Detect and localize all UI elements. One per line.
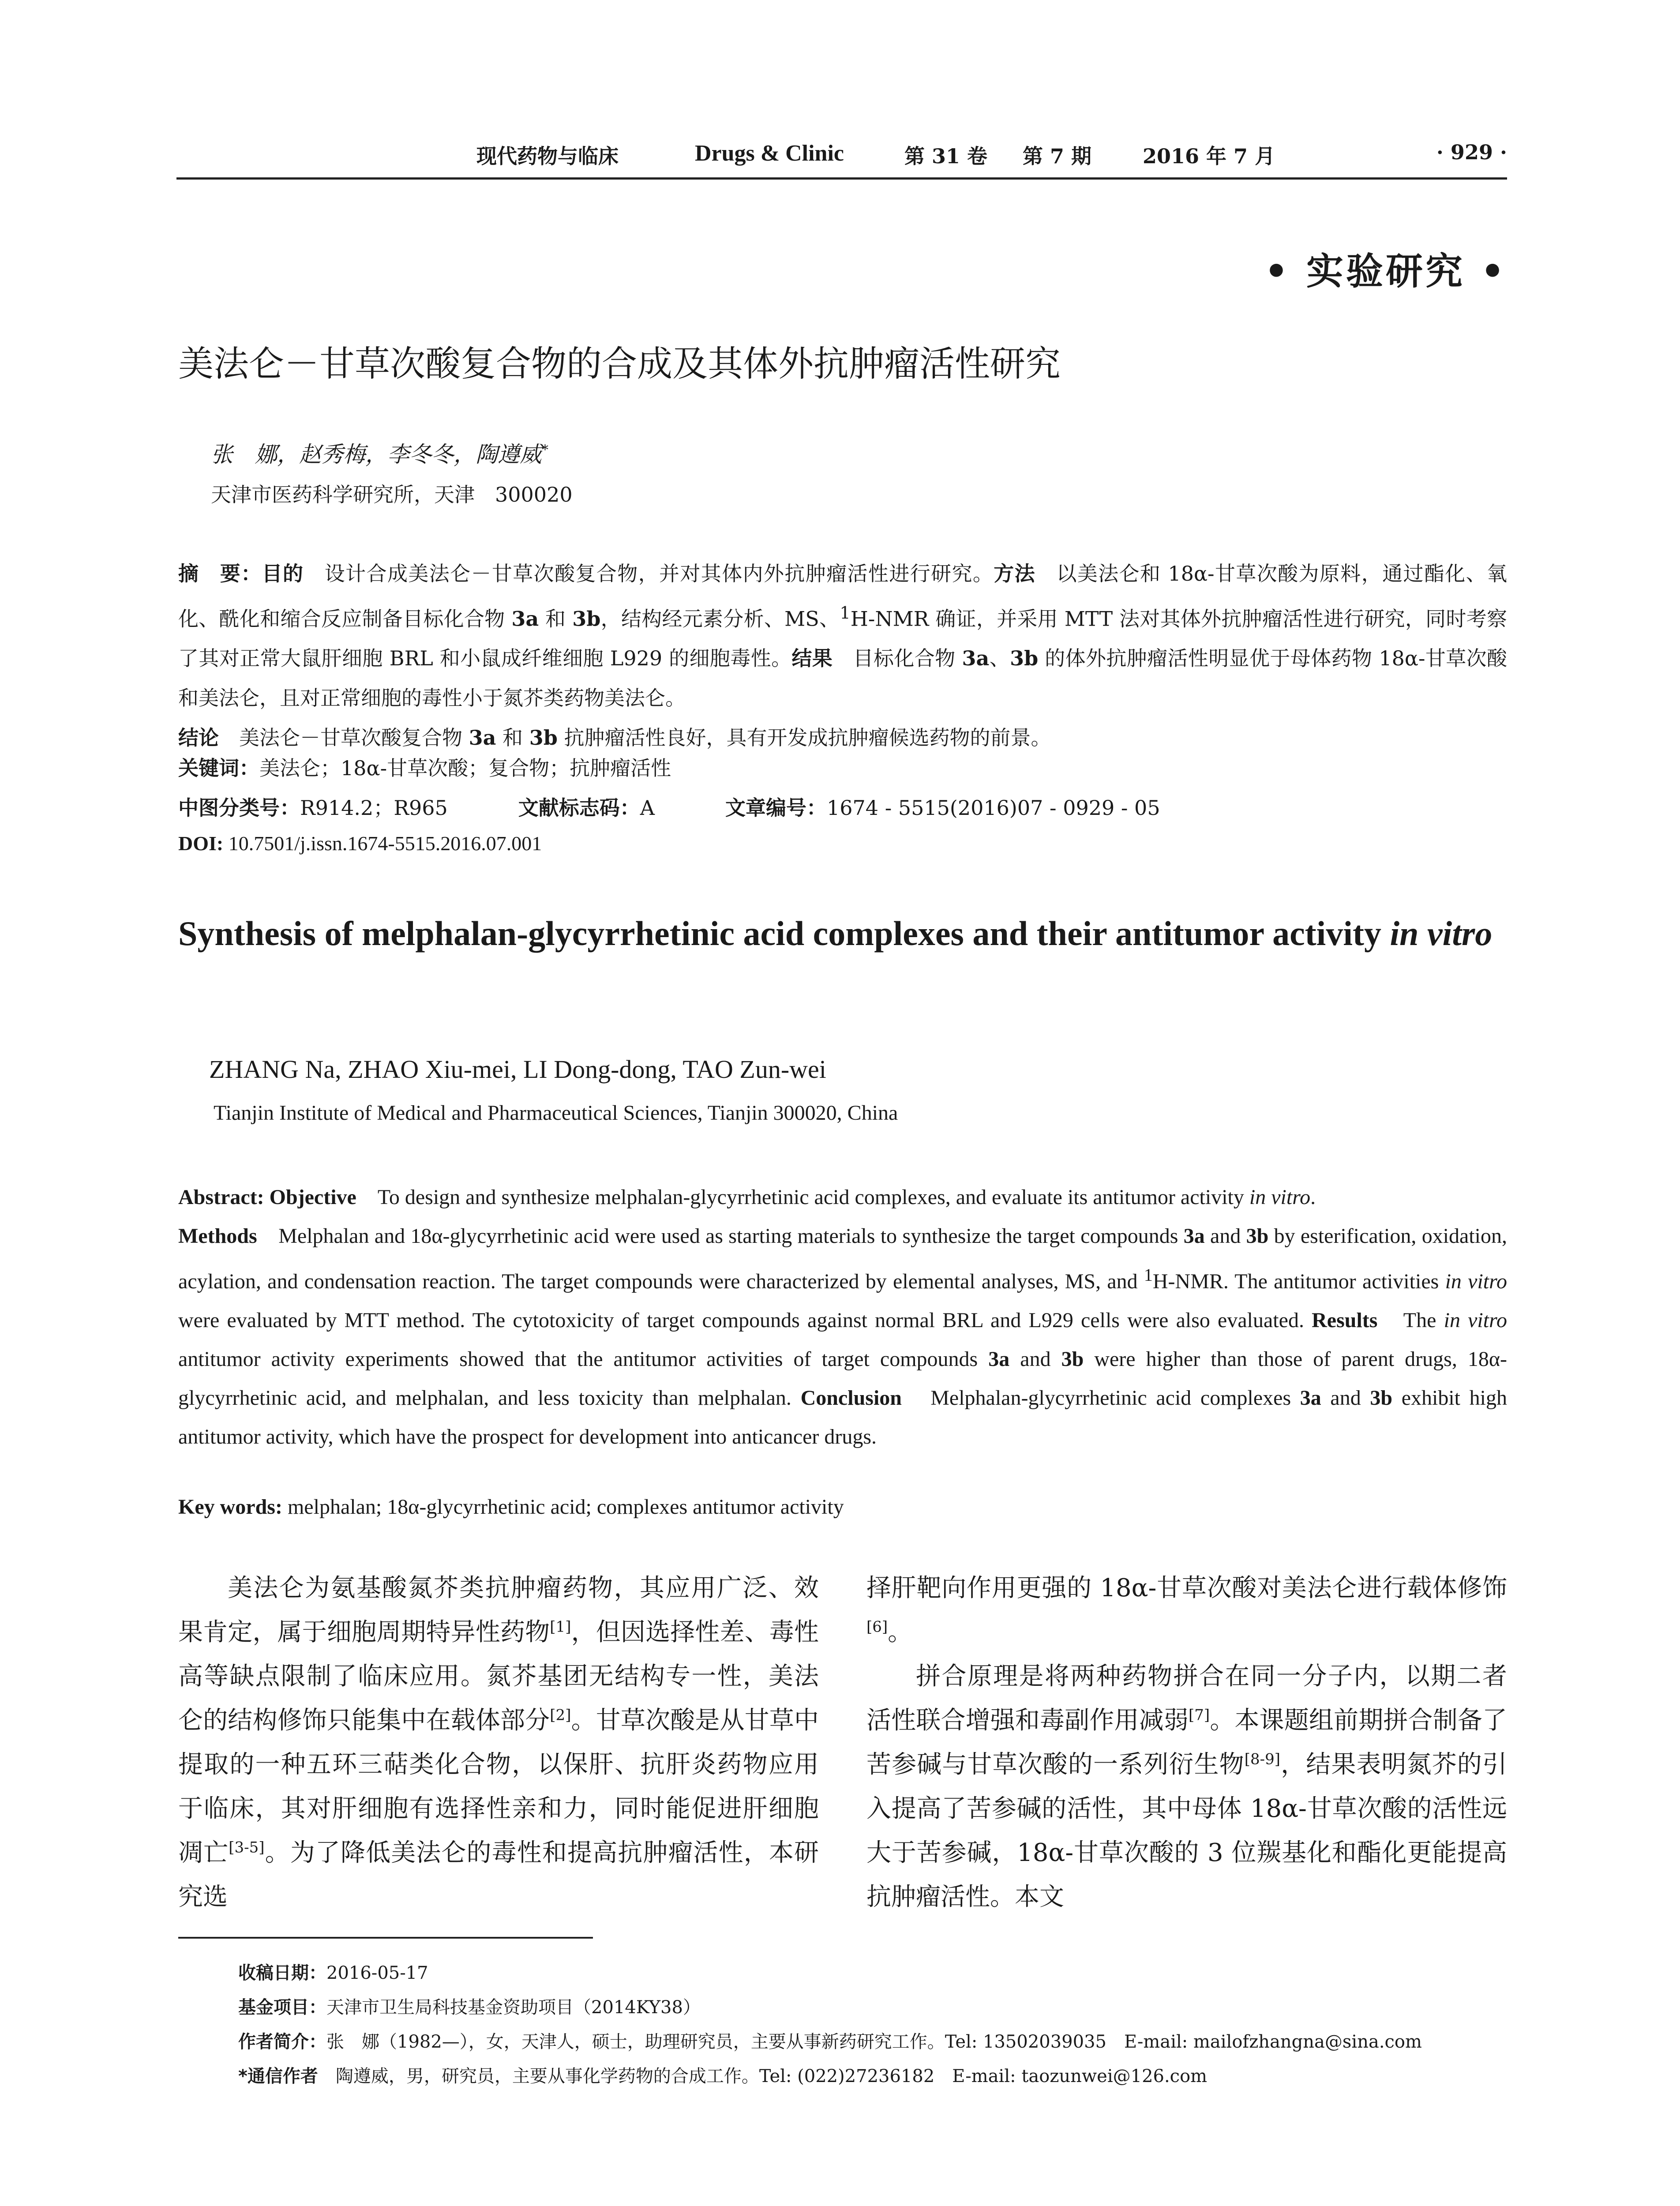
conclusion-text: 抗肿瘤活性良好，具有开发成抗肿瘤候选药物的前景。: [557, 726, 1051, 750]
footnote-fund: [238, 1993, 701, 2018]
corresponding-mark: *: [542, 442, 548, 458]
section-tag: • 实验研究 •: [1264, 249, 1507, 293]
compound-3b: 3b: [529, 726, 558, 750]
methods-label: 方法: [994, 562, 1036, 585]
issue: 第 7 期: [1023, 144, 1092, 168]
results-text: The: [1377, 1309, 1444, 1332]
body-text: 。为了降低美法仑的毒性和提高抗肿瘤活性，本研究选: [178, 1838, 819, 1911]
body-text: 拼合原理是将两种药物拼合在同一分子内，以期二者活性联合增强和毒副作用减弱: [866, 1662, 1507, 1735]
methods-text: H-NMR 确证，并采用 MTT 法对其体外抗肿瘤活性进行研究，同时考察了其对正常大鼠肝细胞 BRL 和小鼠成纤维细胞 L929 的细胞毒性。: [178, 607, 1508, 671]
journal-name-en: Drugs & Clinic: [695, 141, 844, 166]
results-label: 结果: [791, 646, 833, 671]
keywords-text: melphalan; 18α-glycyrrhetinic acid; complexes antitumor activity: [282, 1495, 844, 1519]
methods-text: were evaluated by MTT method. The cytotoxicity of target compounds against normal BRL and L929 cells were also evaluated.: [178, 1309, 1312, 1332]
methods-text: Melphalan and 18α-glycyrrhetinic acid were used as starting materials to synthesize the target compounds: [257, 1224, 1184, 1248]
clc-value: R914.2；R965: [300, 796, 448, 820]
paragraph: [178, 1566, 819, 1919]
classification-line: [178, 792, 1160, 821]
citation: [3-5]: [229, 1838, 265, 1857]
results-text: were higher than those of parent drugs, 18α-glycyrrhetinic acid, and melphalan, and less toxicity than melphalan.: [178, 1347, 1507, 1410]
footnote-label: 收稿日期：: [238, 1963, 326, 1983]
period: .: [1310, 1186, 1316, 1209]
title-italic: in vitro: [1390, 914, 1492, 953]
compound-3a: 3a: [469, 726, 496, 750]
conclusion-text: Melphalan-glycyrrhetinic acid complexes: [901, 1386, 1300, 1410]
compound-3a: 3a: [988, 1347, 1010, 1371]
doi-line: [178, 832, 542, 855]
conjunction: 和: [496, 726, 529, 750]
footnote-rule: [178, 1937, 593, 1939]
chinese-keywords: [178, 752, 671, 781]
body-text: ，结果表明氮芥的引入提高了苦参碱的活性，其中母体 18α-甘草次酸的活性远大于苦参碱，18α-甘草次酸的 3 位羰基化和酯化更能提高抗肿瘤活性。本文: [866, 1750, 1508, 1911]
footnote-text: 张 娜（1982—），女，天津人，硕士，助理研究员，主要从事新药研究工作。Tel: 13502039035 E-mail: mailofzhangna@sina.com: [326, 2032, 1422, 2052]
in-vitro: in vitro: [1444, 1309, 1507, 1332]
footnote-text: 2016-05-17: [326, 1963, 428, 1983]
body-text: 择肝靶向作用更强的 18α-甘草次酸对美法仑进行载体修饰: [866, 1574, 1507, 1602]
objective-label: Objective: [264, 1186, 356, 1209]
in-vitro: in vitro: [1249, 1186, 1311, 1209]
compound-3a: 3a: [962, 646, 990, 671]
objective-text: To design and synthesize melphalan-glycyrrhetinic acid complexes, and evaluate its antitumor activity: [356, 1186, 1249, 1209]
results-label: Results: [1312, 1309, 1378, 1332]
author-list: 张 娜，赵秀梅，李冬冬，陶遵威: [211, 442, 542, 467]
body-column-left: [178, 1566, 819, 1919]
chinese-title: 美法仑－甘草次酸复合物的合成及其体外抗肿瘤活性研究: [178, 343, 1061, 384]
volume: 第 31 卷: [904, 144, 988, 168]
chinese-authors: [211, 437, 548, 469]
conjunction: and: [1009, 1347, 1061, 1371]
english-title: [178, 909, 1507, 958]
abstract-label: 摘 要：: [178, 562, 262, 585]
english-authors: ZHANG Na, ZHAO Xiu-mei, LI Dong-dong, TAO Zun-wei: [209, 1055, 826, 1084]
paragraph: [866, 1566, 1507, 1654]
body-text: 。本课题组前期拼合制备了苦参碱与甘草次酸的一系列衍生物: [866, 1706, 1508, 1779]
results-text: 目标化合物: [832, 646, 962, 671]
issue-date: 2016 年 7 月: [1143, 144, 1275, 168]
doi-label: DOI:: [178, 832, 224, 855]
footnote-text: 陶遵威，男，研究员，主要从事化学药物的合成工作。Tel: (022)27236182 E-mail: taozunwei@126.com: [318, 2066, 1208, 2086]
footnote-received: [238, 1959, 428, 1984]
compound-3b: 3b: [572, 607, 601, 631]
compound-3b: 3b: [1010, 646, 1039, 671]
footnote-author: [238, 2028, 1422, 2053]
keywords-label: Key words:: [178, 1495, 282, 1519]
compound-3a: 3a: [1300, 1386, 1321, 1410]
conclusion-text: exhibit high antitumor activity, which have the prospect for development into anticancer drugs.: [178, 1386, 1507, 1448]
citation: [7]: [1189, 1706, 1210, 1724]
conjunction: 和: [539, 607, 573, 631]
objective-label: 目的: [262, 562, 304, 585]
methods-text: 以美法仑和 18α-甘草次酸为原料，通过酯化、氧化、酰化和缩合反应制备目标化合物: [178, 562, 1508, 631]
nmr-superscript: 1: [1144, 1265, 1153, 1285]
citation: [6]: [866, 1618, 888, 1636]
citation: [1]: [550, 1618, 571, 1636]
body-text: 。: [888, 1618, 913, 1647]
english-affiliation: Tianjin Institute of Medical and Pharmaceutical Sciences, Tianjin 300020, China: [214, 1101, 898, 1125]
body-text: ，但因选择性差、毒性高等缺点限制了临床应用。氮芥基团无结构专一性，美法仑的结构修饰只能集中在载体部分: [178, 1618, 819, 1735]
body-text: 。甘草次酸是从甘草中提取的一种五环三萜类化合物，以保肝、抗肝炎药物应用于临床，其对肝细胞有选择性亲和力，同时能促进肝细胞凋亡: [178, 1706, 819, 1867]
footnote-label: 作者简介：: [238, 2032, 326, 2052]
chinese-abstract: [178, 554, 1507, 758]
keywords-label: 关键词：: [178, 756, 259, 780]
methods-label: Methods: [178, 1224, 257, 1248]
results-text: 的体外抗肿瘤活性明显优于母体药物 18α-甘草次酸和美法仑，且对正常细胞的毒性小于氮芥类药物美法仑。: [178, 646, 1508, 710]
footnote-label: 基金项目：: [238, 1997, 326, 2018]
doc-code-value: A: [640, 796, 655, 820]
compound-3b: 3b: [1246, 1224, 1269, 1248]
page-number: · 929 ·: [1436, 140, 1507, 164]
citation: [2]: [550, 1706, 571, 1724]
chinese-affiliation: 天津市医药科学研究所，天津 300020: [211, 483, 573, 506]
methods-text: by esterification, oxidation, acylation, and condensation reaction. The target compounds were characterized by elemental analyses, MS, and: [178, 1224, 1508, 1293]
footnote-corresponding: [238, 2062, 1207, 2087]
clc-label: 中图分类号：: [178, 796, 300, 820]
compound-3a: 3a: [511, 607, 539, 631]
conclusion-label: 结论: [178, 726, 219, 750]
methods-text: H-NMR. The antitumor activities: [1152, 1270, 1445, 1293]
citation: [8-9]: [1244, 1750, 1280, 1768]
footnote-label: *通信作者: [238, 2066, 318, 2086]
english-abstract: [178, 1178, 1507, 1456]
body-column-right: [866, 1566, 1507, 1919]
compound-3a: 3a: [1183, 1224, 1205, 1248]
compound-3b: 3b: [1061, 1347, 1084, 1371]
abstract-label: Abstract:: [178, 1186, 264, 1209]
english-keywords: [178, 1495, 844, 1519]
conjunction: and: [1321, 1386, 1370, 1410]
footnote-text: 天津市卫生局科技基金资助项目（2014KY38）: [326, 1997, 701, 2018]
conclusion-text: 美法仑－甘草次酸复合物: [219, 726, 469, 750]
conclusion-label: Conclusion: [800, 1386, 902, 1410]
body-text: 美法仑为氨基酸氮芥类抗肿瘤药物，其应用广泛、效果肯定，属于细胞周期特异性药物: [178, 1574, 819, 1647]
title-text: Synthesis of melphalan-glycyrrhetinic acid complexes and their antitumor activity: [178, 914, 1390, 953]
in-vitro: in vitro: [1445, 1270, 1508, 1293]
results-text: antitumor activity experiments showed that the antitumor activities of target compounds: [178, 1347, 989, 1371]
article-no-value: 1674 - 5515(2016)07 - 0929 - 05: [827, 796, 1160, 820]
objective-text: 设计合成美法仑－甘草次酸复合物，并对其体内外抗肿瘤活性进行研究。: [304, 562, 994, 585]
doi-value: 10.7501/j.issn.1674-5515.2016.07.001: [223, 832, 542, 855]
conjunction: and: [1204, 1224, 1246, 1248]
methods-text: ，结构经元素分析、MS、: [600, 607, 840, 631]
running-header: [176, 140, 1507, 176]
doc-code-label: 文献标志码：: [518, 796, 640, 820]
header-rule: [176, 177, 1507, 180]
nmr-superscript: 1: [840, 603, 851, 623]
compound-3b: 3b: [1370, 1386, 1393, 1410]
keywords-text: 美法仑；18α-甘草次酸；复合物；抗肿瘤活性: [259, 756, 671, 780]
separator: 、: [989, 646, 1010, 671]
journal-name-cn: 现代药物与临床: [476, 144, 619, 168]
paragraph: [866, 1654, 1507, 1919]
article-no-label: 文章编号：: [725, 796, 827, 820]
